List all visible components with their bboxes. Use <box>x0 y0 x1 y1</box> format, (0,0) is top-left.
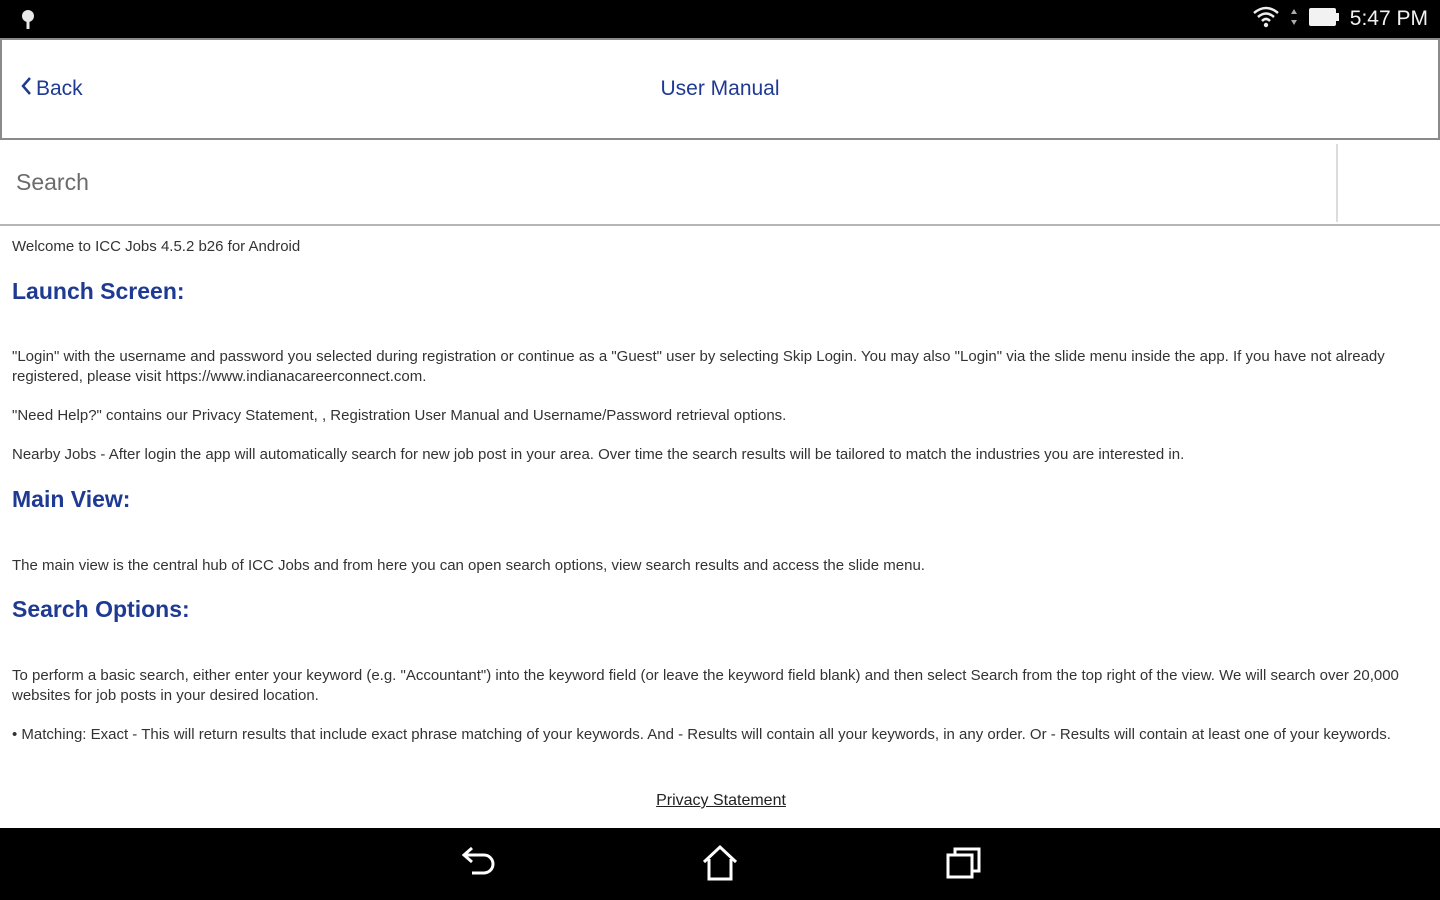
paragraph-launch-help: "Need Help?" contains our Privacy Statement, , Registration User Manual and Username/Password retrieval options. <box>12 407 787 424</box>
heading-main-view: Main View: <box>12 486 131 512</box>
privacy-statement-container <box>12 792 1430 810</box>
heading-search-options: Search Options: <box>12 596 190 622</box>
battery-icon <box>1308 7 1340 32</box>
privacy-statement-link[interactable]: Privacy Statement <box>656 792 786 809</box>
status-bar <box>0 0 1440 38</box>
paragraph-launch-login: "Login" with the username and password you selected during registration or continue as a "Guest" user by selecting Skip Login. You may also "Login" via the slide menu inside the app. If you have not already registered, please visit https://www.indianacareerconnect.com. <box>12 348 1385 385</box>
back-button[interactable] <box>20 40 83 138</box>
chevron-left-icon <box>20 76 32 102</box>
search-bar <box>0 140 1440 226</box>
nav-home-button[interactable] <box>690 842 750 888</box>
signal-arrows-icon <box>1290 7 1298 32</box>
nav-back-button[interactable] <box>448 842 508 888</box>
welcome-text: Welcome to ICC Jobs 4.5.2 b26 for Android <box>12 238 301 255</box>
page-title: User Manual <box>660 77 780 100</box>
system-nav-bar <box>0 828 1440 900</box>
wifi-icon <box>1252 6 1280 33</box>
back-label: Back <box>36 77 83 100</box>
heading-launch-screen: Launch Screen: <box>12 278 185 304</box>
paragraph-main-view: The main view is the central hub of ICC Jobs and from here you can open search options, view search results and access the slide menu. <box>12 557 925 574</box>
paragraph-launch-nearby: Nearby Jobs - After login the app will automatically search for new job post in your area. Over time the search results will be tailored to match the industries you are interested in. <box>12 446 1185 463</box>
notification-icon <box>18 8 38 37</box>
manual-content[interactable] <box>12 226 1430 828</box>
paragraph-search-matching: • Matching: Exact - This will return results that include exact phrase matching of your keywords. And - Results will contain all your keywords, in any order. Or - Results will contain at least one of your keywords. <box>12 726 1391 743</box>
search-input[interactable] <box>14 158 1318 206</box>
paragraph-search-basic: To perform a basic search, either enter your keyword (e.g. "Accountant") into the keyword field (or leave the keyword field blank) and then select Search from the top right of the view. We will search over 20,000 websites for job posts in your desired location. <box>12 667 1399 704</box>
back-arrow-icon <box>458 845 498 886</box>
home-icon <box>700 844 740 887</box>
search-divider <box>1336 144 1338 222</box>
nav-recents-button[interactable] <box>934 842 994 888</box>
nav-header <box>0 38 1440 140</box>
status-time: 5:47 PM <box>1349 7 1428 30</box>
recent-apps-icon <box>944 845 984 886</box>
